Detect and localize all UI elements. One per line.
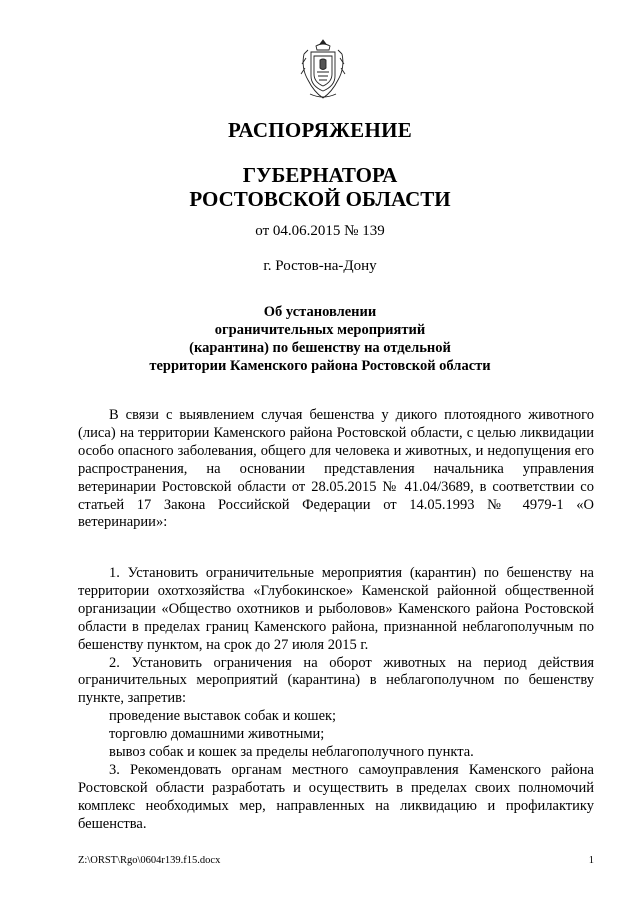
preamble-block (78, 407, 594, 532)
subject-line-1: Об установлении (263, 304, 377, 320)
issuer-line-2: РОСТОВСКОЙ ОБЛАСТИ (189, 187, 451, 211)
subject-line-2: ограничительных мероприятий (214, 322, 426, 338)
subject-line-3: (карантина) по бешенству на отдельной (189, 340, 451, 356)
issuer-line-1: ГУБЕРНАТОРА (242, 163, 398, 187)
items-block (78, 565, 594, 834)
item-3-paragraph: 3. Рекомендовать органам местного самоуправления Каменского района Ростовской области разработать и осуществить в пределах своих полномочий комплекс необходимых мер, направленных на ликвидацию и профилактику бешенства. (78, 761, 594, 832)
item-2-restriction-c: вывоз собак и кошек за пределы неблагополучного пункта. (109, 744, 474, 761)
item-2-restriction-b: торговлю домашними животными; (109, 726, 325, 743)
subject-line-4: территории Каменского района Ростовской области (149, 358, 491, 374)
issuer-title (0, 163, 640, 211)
item-1-paragraph: 1. Установить ограничительные мероприятия (карантин) по бешенству на территории охотхозяйства «Глубокинское» Каменской районной общественной организации «Общество охотников и рыболовов» Каменского района Ростовской области в пределах границ Каменского района, признанной неблагополучным по бешенству пунктом, на срок до 27 июля 2015 г. (78, 565, 594, 653)
city: г. Ростов-на-Дону (263, 258, 377, 274)
date-number: от 04.06.2015 № 139 (255, 223, 385, 239)
preamble-paragraph: В связи с выявлением случая бешенства у дикого плотоядного животного (лиса) на территории Каменского района Ростовской области, с целью ликвидации особо опасного заболевания, общего для человека и животных, и недопущения его распространения, на основании представления начальника управления ветеринарии Ростовской области от 28.05.2015 № 41.04/3689, в соответствии со статьей 17 Закона Российской Федерации от 14.05.1993 № 4979-1 «О ветеринарии»: (78, 407, 594, 531)
page-footer (78, 855, 594, 866)
subject-heading (0, 303, 640, 375)
coat-of-arms-emblem (298, 38, 348, 102)
page-number: 1 (588, 855, 594, 866)
item-2-paragraph: 2. Установить ограничения на оборот животных на период действия ограничительных мероприятий (карантина) в неблагополучном по бешенству пункте, запретив: (78, 654, 594, 707)
file-path: Z:\ORST\Rgo\0604r139.f15.docx (78, 855, 221, 866)
item-2-restriction-a: проведение выставок собак и кошек; (109, 708, 337, 725)
document-type-title: РАСПОРЯЖЕНИЕ (227, 118, 413, 142)
